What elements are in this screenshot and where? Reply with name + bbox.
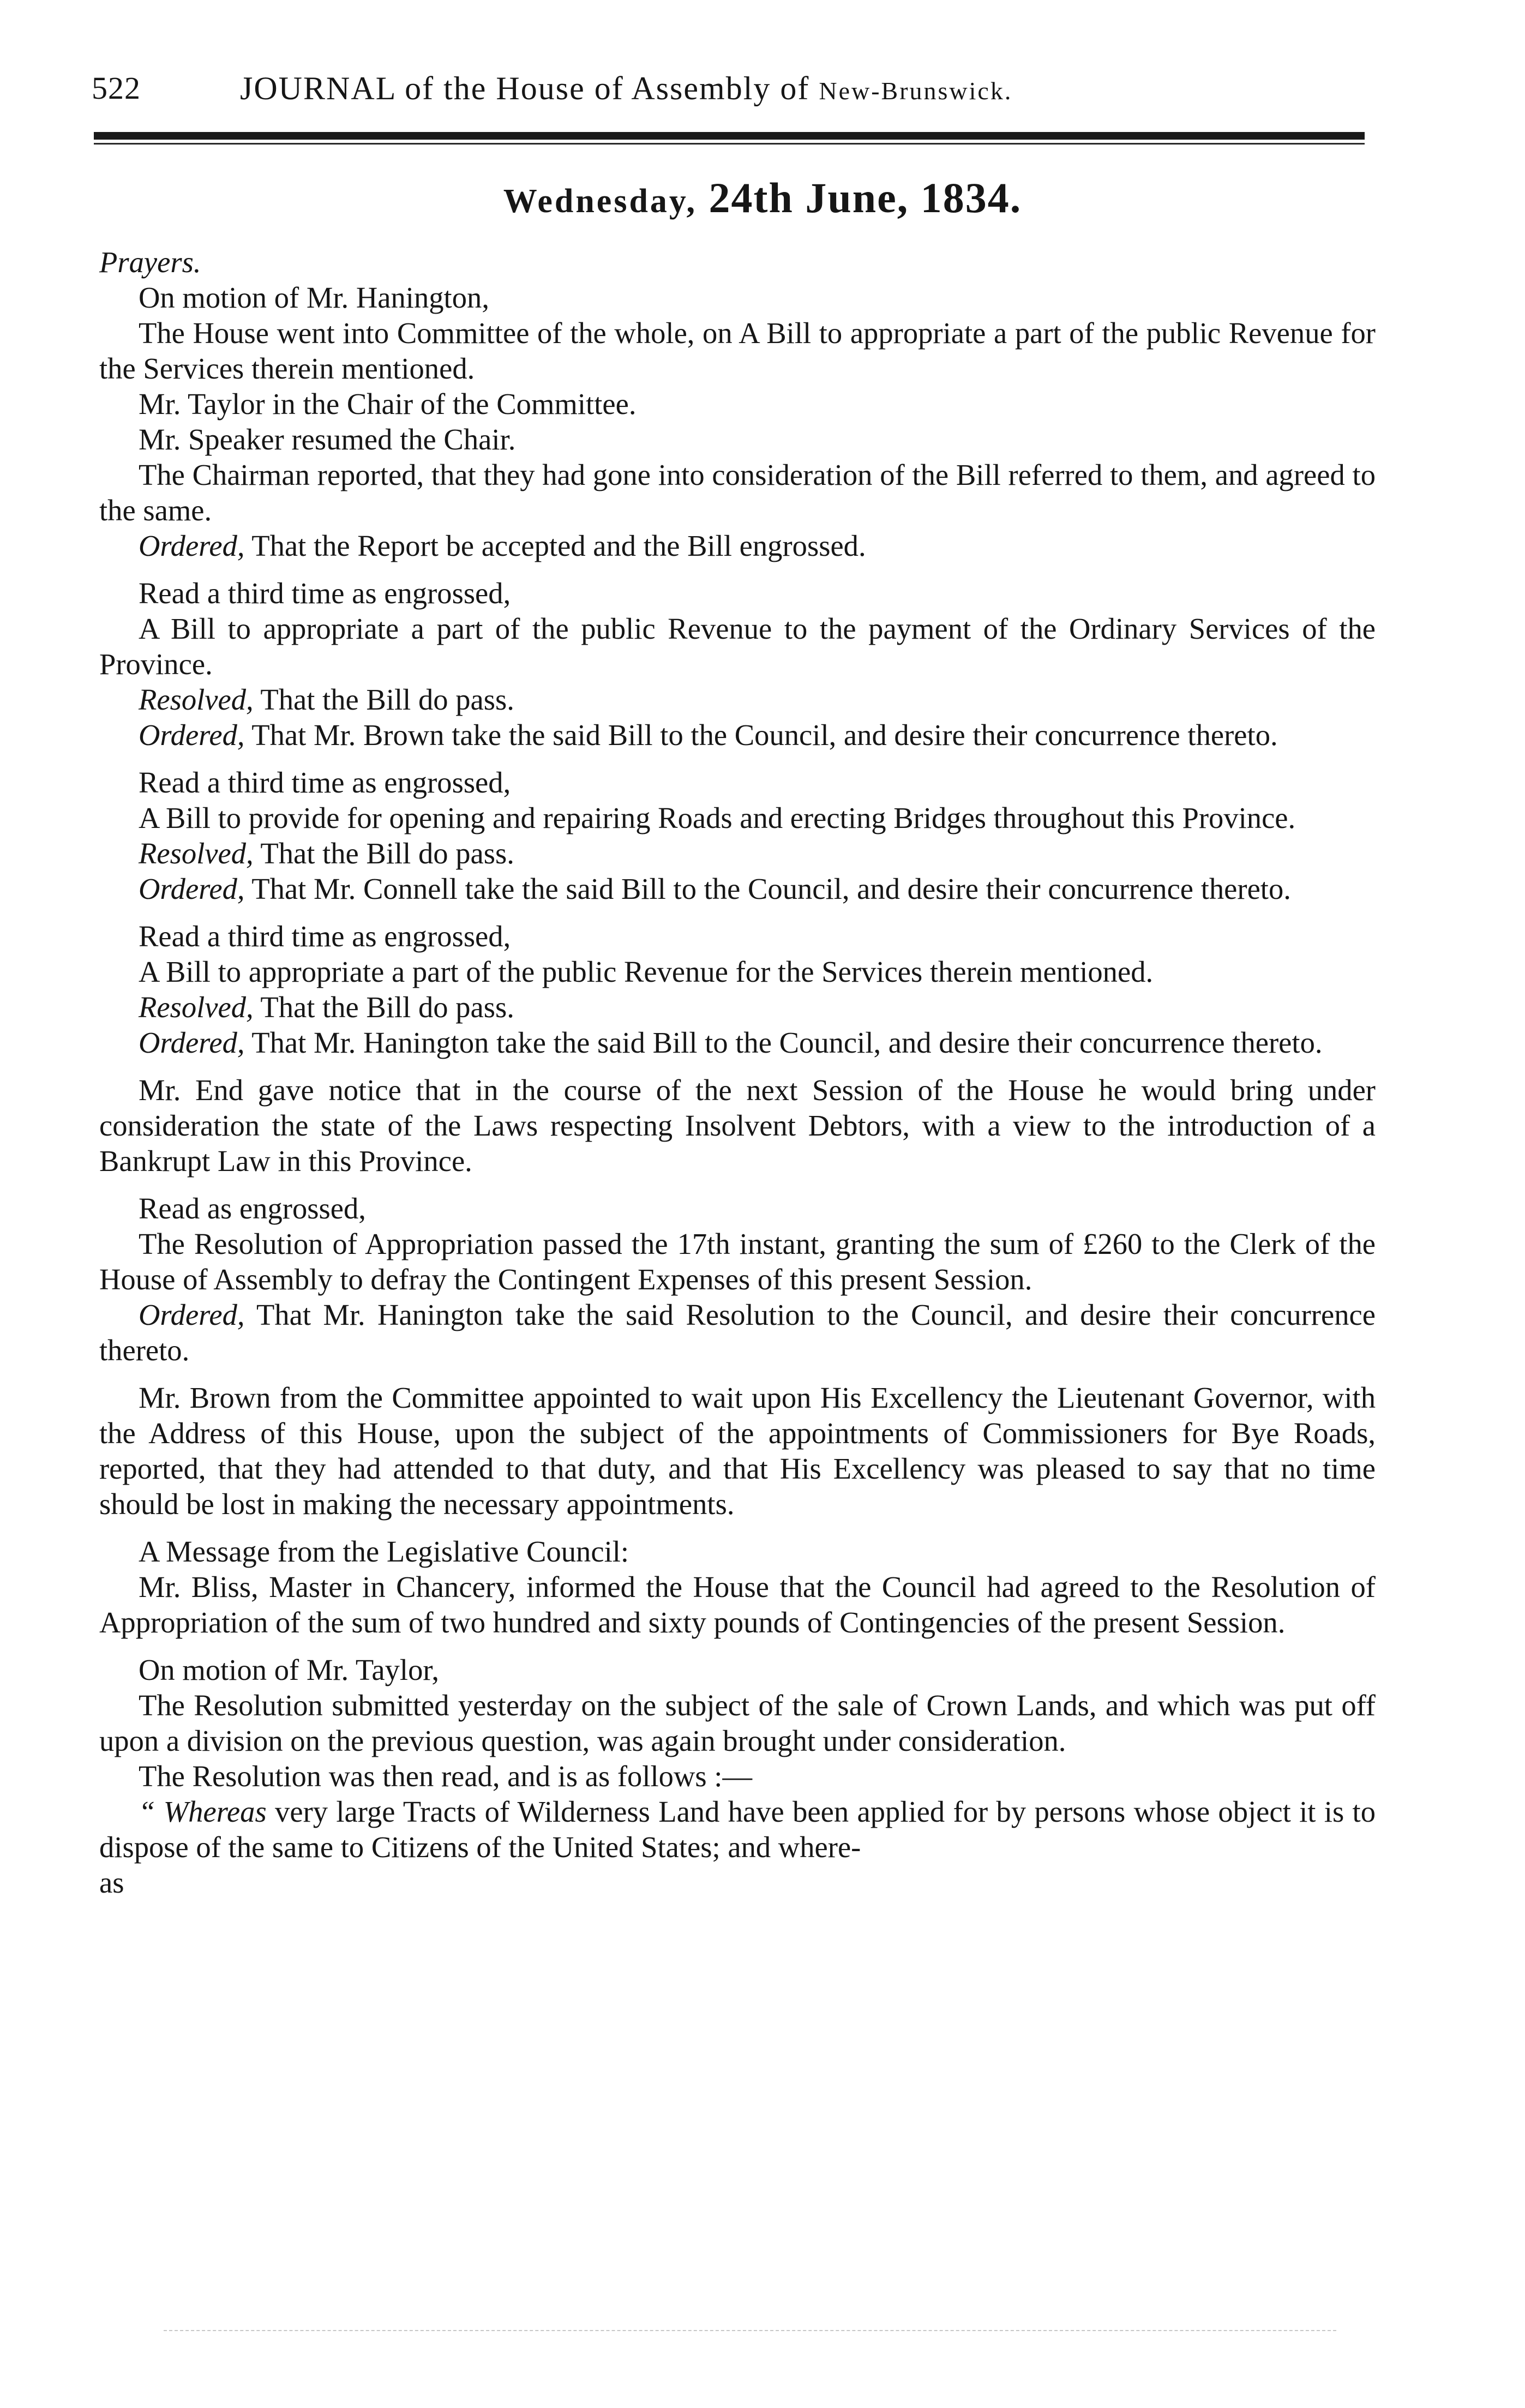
paragraph-text: A Bill to appropriate a part of the public Revenue for the Services therein mentioned. <box>139 955 1154 988</box>
journal-paragraph <box>99 1534 1376 1569</box>
journal-paragraph <box>99 1072 1376 1179</box>
paragraph-label: Ordered, <box>139 529 245 562</box>
journal-paragraph <box>99 457 1376 528</box>
paragraph-text: The Resolution of Appropriation passed the 17th instant, granting the sum of £260 to the Clerk of the House of Assembly to defray the Contingent Expenses of this present Session. <box>99 1227 1376 1296</box>
journal-paragraph <box>99 800 1376 836</box>
journal-paragraph <box>99 1226 1376 1297</box>
journal-paragraph <box>99 717 1376 753</box>
journal-body <box>99 244 1376 1900</box>
journal-paragraph <box>99 1191 1376 1226</box>
journal-paragraph <box>99 1380 1376 1522</box>
paragraph-text: The House went into Committee of the whole, on A Bill to appropriate a part of the public Revenue for the Services therein mentioned. <box>99 316 1376 385</box>
paragraph-text: That the Bill do pass. <box>260 837 514 870</box>
running-head-province: New-Brunswick. <box>819 77 1013 105</box>
catchword: as <box>99 1866 124 1899</box>
paragraph-label: Ordered, <box>139 872 245 905</box>
paragraph-label: Ordered, <box>139 718 245 752</box>
paragraph-text: Mr. Taylor in the Chair of the Committee. <box>139 387 637 421</box>
paragraph-text: Mr. End gave notice that in the course of the next Session of the House he would bring under consideration the state of the Laws respecting Insolvent Debtors, with a view to the introduction of a Bankrupt Law in this Province. <box>99 1073 1376 1178</box>
journal-paragraph <box>99 1758 1376 1794</box>
paragraph-text: That the Bill do pass. <box>260 990 514 1024</box>
paragraph-text: Read a third time as engrossed, <box>139 577 511 610</box>
journal-paragraph <box>99 611 1376 682</box>
paragraph-text: That the Bill do pass. <box>260 683 514 716</box>
prayers-line <box>99 244 1376 280</box>
journal-paragraph <box>99 1688 1376 1758</box>
paragraph-text: That Mr. Connell take the said Bill to the Council, and desire their concurrence thereto. <box>251 872 1291 905</box>
prayers-label: Prayers. <box>99 245 201 279</box>
bottom-rule <box>164 2330 1336 2332</box>
running-head-title: JOURNAL of the House of Assembly of <box>240 70 819 106</box>
journal-paragraph <box>99 575 1376 611</box>
journal-paragraph <box>99 682 1376 717</box>
header-rule-thin <box>94 143 1365 145</box>
date-heading <box>0 173 1525 223</box>
heading-date: 24th June, 1834. <box>709 174 1022 221</box>
paragraph-text: That the Report be accepted and the Bill engrossed. <box>251 529 866 562</box>
paragraph-text: That Mr. Hanington take the said Resolution to the Council, and desire their concurrence thereto. <box>99 1298 1376 1367</box>
paragraph-text: A Bill to provide for opening and repairing Roads and erecting Bridges throughout this Province. <box>139 801 1296 834</box>
paragraph-text: On motion of Mr. Taylor, <box>139 1653 440 1686</box>
journal-paragraph <box>99 1297 1376 1368</box>
paragraph-text: Read a third time as engrossed, <box>139 766 511 799</box>
page-number: 522 <box>92 70 141 106</box>
paragraph-text: A Message from the Legislative Council: <box>139 1535 629 1568</box>
journal-paragraph <box>99 871 1376 906</box>
paragraph-label: Ordered, <box>139 1026 245 1059</box>
heading-day: Wednesday, <box>503 183 698 220</box>
journal-paragraph <box>99 1794 1376 1865</box>
journal-paragraph <box>99 989 1376 1025</box>
paragraph-text: Mr. Brown from the Committee appointed to wait upon His Excellency the Lieutenant Governor, with the Address of this House, upon the subject of the appointments of Commissioners for Bye Roads, reported, that they had attended to that duty, and that His Excellency was pleased to say that no time should be lost in making the necessary appointments. <box>99 1381 1376 1521</box>
paragraph-text: Read as engrossed, <box>139 1192 366 1225</box>
paragraph-text: On motion of Mr. Hanington, <box>139 281 489 314</box>
paragraph-text: The Chairman reported, that they had gone into consideration of the Bill referred to them, and agreed to the same. <box>99 458 1376 527</box>
journal-paragraph <box>99 280 1376 315</box>
paragraph-label: Resolved, <box>139 683 254 716</box>
journal-paragraph <box>99 1569 1376 1640</box>
paragraph-text: The Resolution was then read, and is as follows :— <box>139 1760 753 1793</box>
journal-paragraph <box>99 836 1376 871</box>
paragraph-text: A Bill to appropriate a part of the public Revenue to the payment of the Ordinary Services of the Province. <box>99 612 1376 681</box>
paragraph-text: Read a third time as engrossed, <box>139 920 511 953</box>
journal-paragraph <box>99 422 1376 457</box>
journal-paragraph <box>99 1652 1376 1688</box>
paragraph-label: Resolved, <box>139 990 254 1024</box>
header-rule-thick <box>94 132 1365 140</box>
paragraph-label: Ordered, <box>139 1298 245 1331</box>
paragraph-text: The Resolution submitted yesterday on the subject of the sale of Crown Lands, and which was put off upon a division on the previous question, was again brought under consideration. <box>99 1689 1376 1757</box>
journal-paragraph <box>99 765 1376 800</box>
page-header <box>0 70 1525 124</box>
paragraph-label: Resolved, <box>139 837 254 870</box>
journal-paragraph <box>99 1025 1376 1060</box>
journal-paragraph <box>99 386 1376 422</box>
journal-paragraph <box>99 315 1376 386</box>
paragraph-text: very large Tracts of Wilderness Land have been applied for by persons whose object it is to dispose of the same to Citizens of the United States; and where- <box>99 1795 1376 1864</box>
journal-paragraph <box>99 954 1376 989</box>
paragraph-label: “ Whereas <box>139 1795 267 1828</box>
running-head <box>240 70 1012 107</box>
paragraph-text: That Mr. Brown take the said Bill to the Council, and desire their concurrence thereto. <box>251 718 1278 752</box>
paragraph-text: That Mr. Hanington take the said Bill to the Council, and desire their concurrence thereto. <box>251 1026 1323 1059</box>
journal-paragraph <box>99 528 1376 563</box>
paragraph-text: Mr. Bliss, Master in Chancery, informed the House that the Council had agreed to the Resolution of Appropriation of the sum of two hundred and sixty pounds of Contingencies of the present Session. <box>99 1570 1376 1639</box>
journal-paragraph <box>99 918 1376 954</box>
paragraph-text: Mr. Speaker resumed the Chair. <box>139 423 516 456</box>
